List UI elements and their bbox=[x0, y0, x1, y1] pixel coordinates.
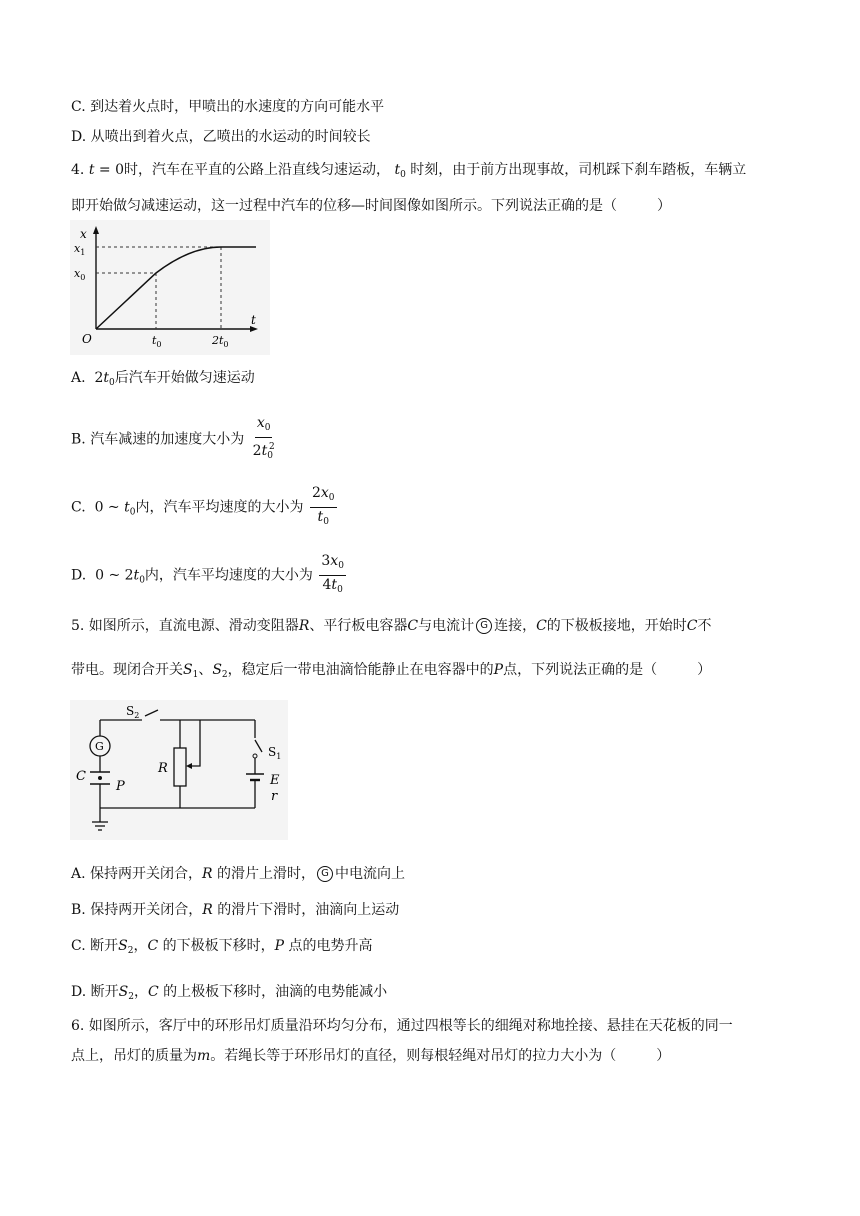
q5-stem-line2: 带电。现闭合开关$S_1$、$S_2$，稳定后一带电油滴恰能静止在电容器中的P点，下列说法正确的是（ ） bbox=[71, 662, 712, 680]
svg-text:G: G bbox=[95, 740, 104, 753]
q4-xt-graph bbox=[70, 220, 270, 355]
graph-tick-x1: $x_1$ bbox=[74, 242, 86, 257]
q4-option-c: C. 0 ~ $t_0$内，汽车平均速度的大小为 $\frac{2x_0}{t_0}$ bbox=[71, 485, 335, 527]
oil-drop bbox=[98, 776, 102, 780]
svg-text:r: r bbox=[271, 789, 278, 804]
q5-option-c: C. 断开$S_2$，C 的下极板下移时，P 点的电势升高 bbox=[71, 938, 373, 956]
graph-axis-t-label: t bbox=[251, 313, 256, 327]
q6-stem-line2: 点上，吊灯的质量为m。若绳长等于环形吊灯的直径，则每根轻绳对吊灯的拉力大小为（ ） bbox=[71, 1048, 671, 1064]
graph-axis-x-label: x bbox=[80, 227, 87, 241]
q5-option-b: B. 保持两开关闭合，R 的滑片下滑时，油滴向上运动 bbox=[71, 902, 400, 918]
q4-option-a: A. $2t_0$后汽车开始做匀速运动 bbox=[71, 370, 255, 388]
q4-stem-line1: 4. t = 0时，汽车在平直的公路上沿直线匀速运动， $t_0$ 时刻，由于前方出现事故，司机踩下刹车踏板，车辆立 bbox=[71, 162, 747, 180]
svg-text:C: C bbox=[76, 769, 86, 784]
q6-stem-line1: 6. 如图所示，客厅中的环形吊灯质量沿环均匀分布，通过四根等长的细绳对称地拴接、悬挂在天花板的同一 bbox=[71, 1018, 733, 1034]
graph-tick-t0: $t_0$ bbox=[152, 334, 162, 349]
q4-stem-line2: 即开始做匀减速运动，这一过程中汽车的位移—时间图像如图所示。下列说法正确的是（ ） bbox=[71, 198, 671, 214]
graph-tick-x0: $x_0$ bbox=[74, 267, 86, 282]
graph-origin: O bbox=[82, 332, 92, 346]
svg-text:E: E bbox=[270, 773, 280, 788]
q5-option-a: A. 保持两开关闭合，R 的滑片上滑时， G 中电流向上 bbox=[71, 866, 406, 882]
q4-option-d: D. 0 ~ $2t_0$内，汽车平均速度的大小为 $\frac{3x_0}{4t_0}$ bbox=[71, 553, 344, 595]
svg-text:P: P bbox=[116, 779, 125, 794]
svg-text:R: R bbox=[158, 761, 168, 776]
q5-stem-line1: 5. 如图所示，直流电源、滑动变阻器R、平行板电容器C与电流计 G 连接，C的下极板接地，开始时C不 bbox=[71, 618, 712, 634]
q4-option-b: B. 汽车减速的加速度大小为 $\frac{x_0}{2t_0^2}$ bbox=[71, 415, 275, 461]
q3-option-c: C. 到达着火点时，甲喷出的水速度的方向可能水平 bbox=[71, 99, 385, 115]
label-s1: $S_1$ bbox=[268, 745, 282, 761]
label-s2: $S_2$ bbox=[126, 704, 140, 720]
q3-option-d: D. 从喷出到着火点，乙喷出的水运动的时间较长 bbox=[71, 129, 371, 145]
q5-option-d: D. 断开$S_2$，C 的上极板下移时，油滴的电势能减小 bbox=[71, 984, 388, 1002]
graph-tick-2t0: $2t_0$ bbox=[212, 334, 229, 349]
q5-circuit-diagram bbox=[70, 700, 288, 840]
